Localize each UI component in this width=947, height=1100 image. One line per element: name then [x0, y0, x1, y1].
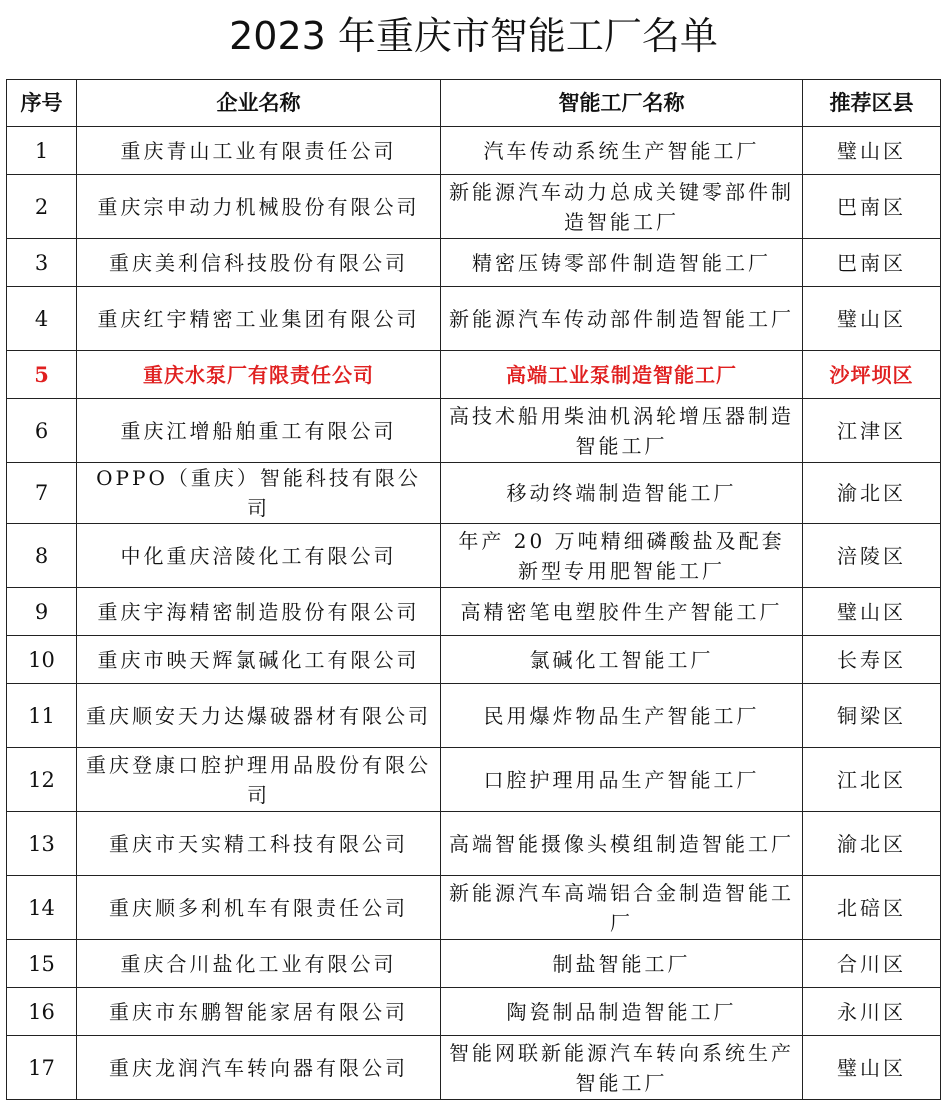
cell-index: 14	[7, 876, 77, 940]
header-company: 企业名称	[77, 80, 441, 127]
cell-company: 重庆水泵厂有限责任公司	[77, 351, 441, 399]
cell-company: 重庆宇海精密制造股份有限公司	[77, 588, 441, 636]
cell-district: 铜梁区	[803, 684, 941, 748]
header-factory: 智能工厂名称	[441, 80, 803, 127]
cell-district: 长寿区	[803, 636, 941, 684]
cell-factory: 智能网联新能源汽车转向系统生产智能工厂	[441, 1036, 803, 1100]
table-row	[7, 940, 941, 988]
cell-index: 9	[7, 588, 77, 636]
header-district: 推荐区县	[803, 80, 941, 127]
table-row	[7, 588, 941, 636]
table-row	[7, 524, 941, 588]
page-title: 2023 年重庆市智能工厂名单	[229, 14, 718, 58]
cell-factory: 新能源汽车传动部件制造智能工厂	[441, 287, 803, 351]
cell-factory: 高端智能摄像头模组制造智能工厂	[441, 812, 803, 876]
cell-company: OPPO（重庆）智能科技有限公司	[77, 463, 441, 524]
cell-factory: 新能源汽车动力总成关键零部件制造智能工厂	[441, 175, 803, 239]
cell-index: 6	[7, 399, 77, 463]
cell-district: 渝北区	[803, 812, 941, 876]
cell-district: 永川区	[803, 988, 941, 1036]
cell-company: 重庆美利信科技股份有限公司	[77, 239, 441, 287]
cell-factory: 年产 20 万吨精细磷酸盐及配套新型专用肥智能工厂	[441, 524, 803, 588]
table-row	[7, 351, 941, 399]
table-row	[7, 876, 941, 940]
cell-factory: 制盐智能工厂	[441, 940, 803, 988]
factory-list-table-wrapper	[6, 79, 941, 1100]
cell-index: 8	[7, 524, 77, 588]
cell-index: 17	[7, 1036, 77, 1100]
cell-company: 重庆市东鹏智能家居有限公司	[77, 988, 441, 1036]
cell-factory: 口腔护理用品生产智能工厂	[441, 748, 803, 812]
cell-factory: 高技术船用柴油机涡轮增压器制造智能工厂	[441, 399, 803, 463]
table-row	[7, 175, 941, 239]
cell-district: 北碚区	[803, 876, 941, 940]
cell-index: 15	[7, 940, 77, 988]
cell-index: 1	[7, 127, 77, 175]
cell-factory: 高精密笔电塑胶件生产智能工厂	[441, 588, 803, 636]
cell-district: 涪陵区	[803, 524, 941, 588]
cell-district: 合川区	[803, 940, 941, 988]
table-row	[7, 127, 941, 175]
cell-factory: 民用爆炸物品生产智能工厂	[441, 684, 803, 748]
cell-district: 江津区	[803, 399, 941, 463]
cell-company: 重庆青山工业有限责任公司	[77, 127, 441, 175]
table-row	[7, 988, 941, 1036]
cell-district: 江北区	[803, 748, 941, 812]
factory-list-table	[6, 79, 941, 1100]
cell-company: 重庆市映天辉氯碱化工有限公司	[77, 636, 441, 684]
cell-company: 重庆顺多利机车有限责任公司	[77, 876, 441, 940]
cell-company: 重庆龙润汽车转向器有限公司	[77, 1036, 441, 1100]
cell-index: 3	[7, 239, 77, 287]
cell-factory: 氯碱化工智能工厂	[441, 636, 803, 684]
cell-company: 重庆红宇精密工业集团有限公司	[77, 287, 441, 351]
table-row	[7, 463, 941, 524]
table-row	[7, 684, 941, 748]
cell-district: 璧山区	[803, 1036, 941, 1100]
cell-company: 重庆登康口腔护理用品股份有限公司	[77, 748, 441, 812]
cell-index: 2	[7, 175, 77, 239]
table-row	[7, 239, 941, 287]
cell-factory: 高端工业泵制造智能工厂	[441, 351, 803, 399]
table-row	[7, 1036, 941, 1100]
table-row	[7, 287, 941, 351]
cell-company: 重庆江增船舶重工有限公司	[77, 399, 441, 463]
cell-index: 11	[7, 684, 77, 748]
cell-index: 10	[7, 636, 77, 684]
cell-index: 13	[7, 812, 77, 876]
cell-factory: 新能源汽车高端铝合金制造智能工厂	[441, 876, 803, 940]
table-body	[7, 127, 941, 1100]
cell-index: 12	[7, 748, 77, 812]
cell-company: 重庆合川盐化工业有限公司	[77, 940, 441, 988]
cell-index: 5	[7, 351, 77, 399]
cell-district: 璧山区	[803, 127, 941, 175]
cell-district: 沙坪坝区	[803, 351, 941, 399]
cell-company: 重庆市天实精工科技有限公司	[77, 812, 441, 876]
cell-factory: 精密压铸零部件制造智能工厂	[441, 239, 803, 287]
cell-district: 璧山区	[803, 588, 941, 636]
cell-district: 巴南区	[803, 175, 941, 239]
cell-index: 16	[7, 988, 77, 1036]
cell-company: 中化重庆涪陵化工有限公司	[77, 524, 441, 588]
cell-index: 7	[7, 463, 77, 524]
cell-district: 巴南区	[803, 239, 941, 287]
table-row	[7, 399, 941, 463]
table-row	[7, 748, 941, 812]
cell-factory: 移动终端制造智能工厂	[441, 463, 803, 524]
table-header-row	[7, 80, 941, 127]
cell-factory: 汽车传动系统生产智能工厂	[441, 127, 803, 175]
header-index: 序号	[7, 80, 77, 127]
table-row	[7, 812, 941, 876]
cell-district: 璧山区	[803, 287, 941, 351]
cell-index: 4	[7, 287, 77, 351]
cell-company: 重庆宗申动力机械股份有限公司	[77, 175, 441, 239]
table-row	[7, 636, 941, 684]
cell-company: 重庆顺安天力达爆破器材有限公司	[77, 684, 441, 748]
cell-district: 渝北区	[803, 463, 941, 524]
cell-factory: 陶瓷制品制造智能工厂	[441, 988, 803, 1036]
